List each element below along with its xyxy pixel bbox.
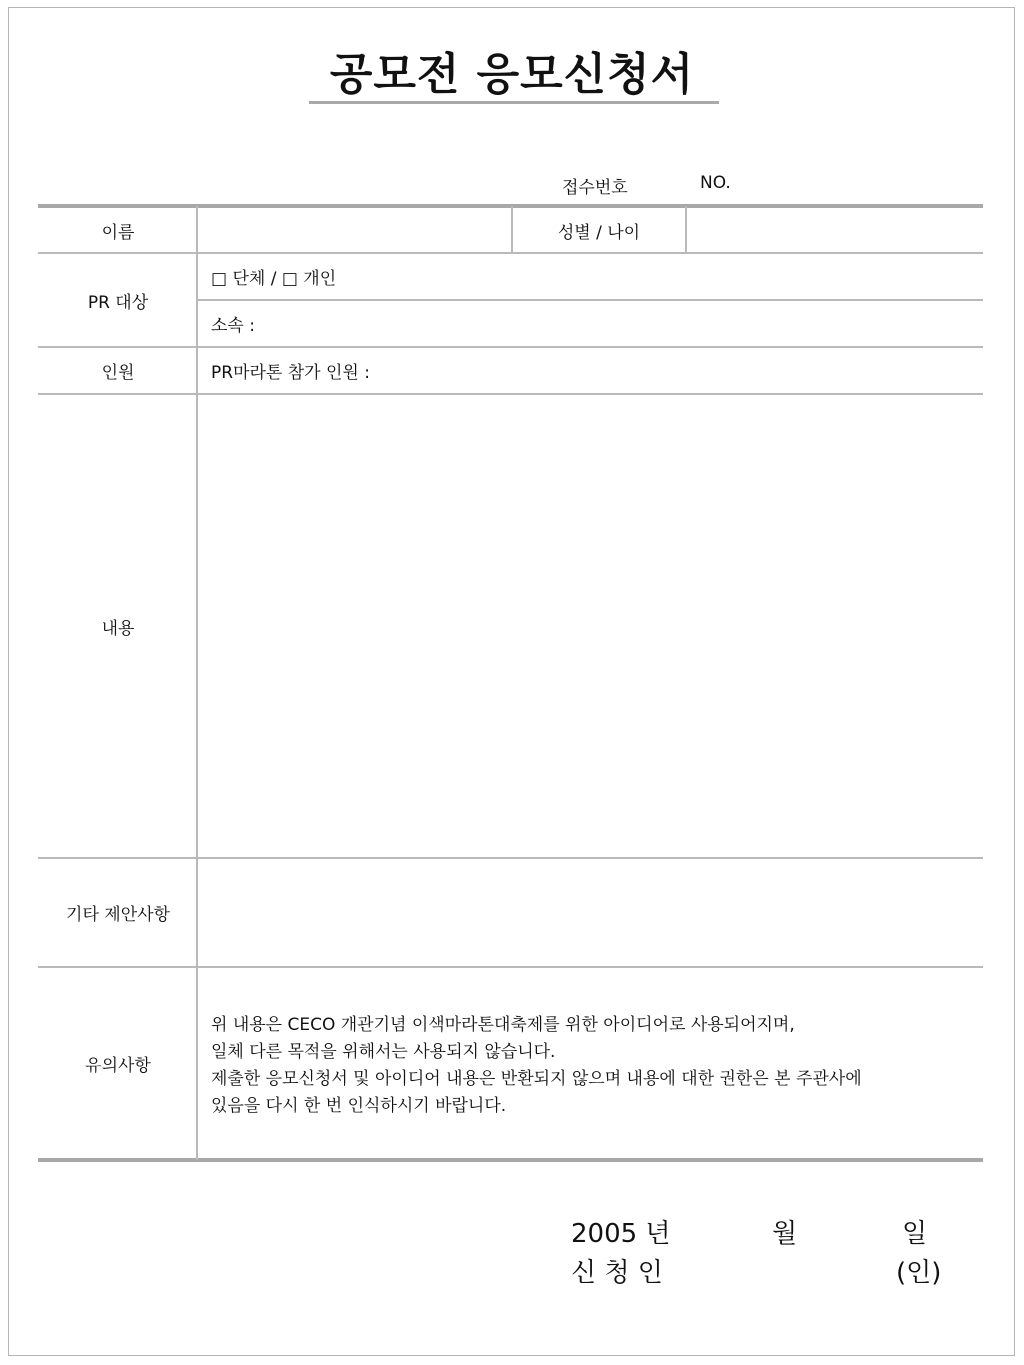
receipt-number-label: 접수번호 [562, 178, 628, 198]
content-label: 내용 [101, 618, 135, 639]
other-suggestions-field[interactable] [199, 859, 983, 966]
gender-age-field[interactable] [688, 208, 983, 252]
date-day: 일 [902, 1219, 928, 1249]
date-month: 월 [772, 1219, 798, 1249]
page-title: 공모전 응모신청서 [329, 49, 695, 100]
personnel-label: 인원 [101, 363, 135, 383]
notice-line: 제출한 응모신청서 및 아이디어 내용은 반환되지 않으며 내용에 대한 권한은 본 주관사에 [211, 1069, 862, 1089]
applicant-label: 신 청 인 [571, 1258, 663, 1288]
notice-line: 일체 다른 목적을 위해서는 사용되지 않습니다. [211, 1042, 556, 1062]
personnel-field[interactable]: PR마라톤 참가 인원 : [211, 363, 370, 383]
title-underline [309, 101, 719, 104]
notice-label: 유의사항 [85, 1055, 151, 1076]
receipt-number-field: NO. [700, 173, 731, 193]
column-divider [685, 206, 687, 253]
date-year: 2005 년 [571, 1219, 671, 1249]
seal-mark: (인) [896, 1258, 942, 1288]
affiliation-field[interactable]: 소속 : [211, 316, 255, 336]
notice-line: 위 내용은 CECO 개관기념 이색마라톤대축제를 위한 아이디어로 사용되어지며, [211, 1015, 795, 1035]
other-suggestions-label: 기타 제안사항 [66, 905, 170, 925]
table-bottom-border [38, 1158, 983, 1162]
name-label: 이름 [101, 222, 135, 243]
pr-target-label: PR 대상 [87, 292, 149, 313]
name-field[interactable] [199, 208, 510, 252]
row-divider [198, 299, 983, 301]
content-field[interactable] [199, 395, 983, 857]
pr-type-checkboxes[interactable]: □ 단체 / □ 개인 [211, 269, 337, 289]
notice-text [211, 1012, 862, 1120]
notice-line: 있음을 다시 한 번 인식하시기 바랍니다. [211, 1096, 507, 1116]
gender-age-label: 성별 / 나이 [557, 222, 641, 243]
